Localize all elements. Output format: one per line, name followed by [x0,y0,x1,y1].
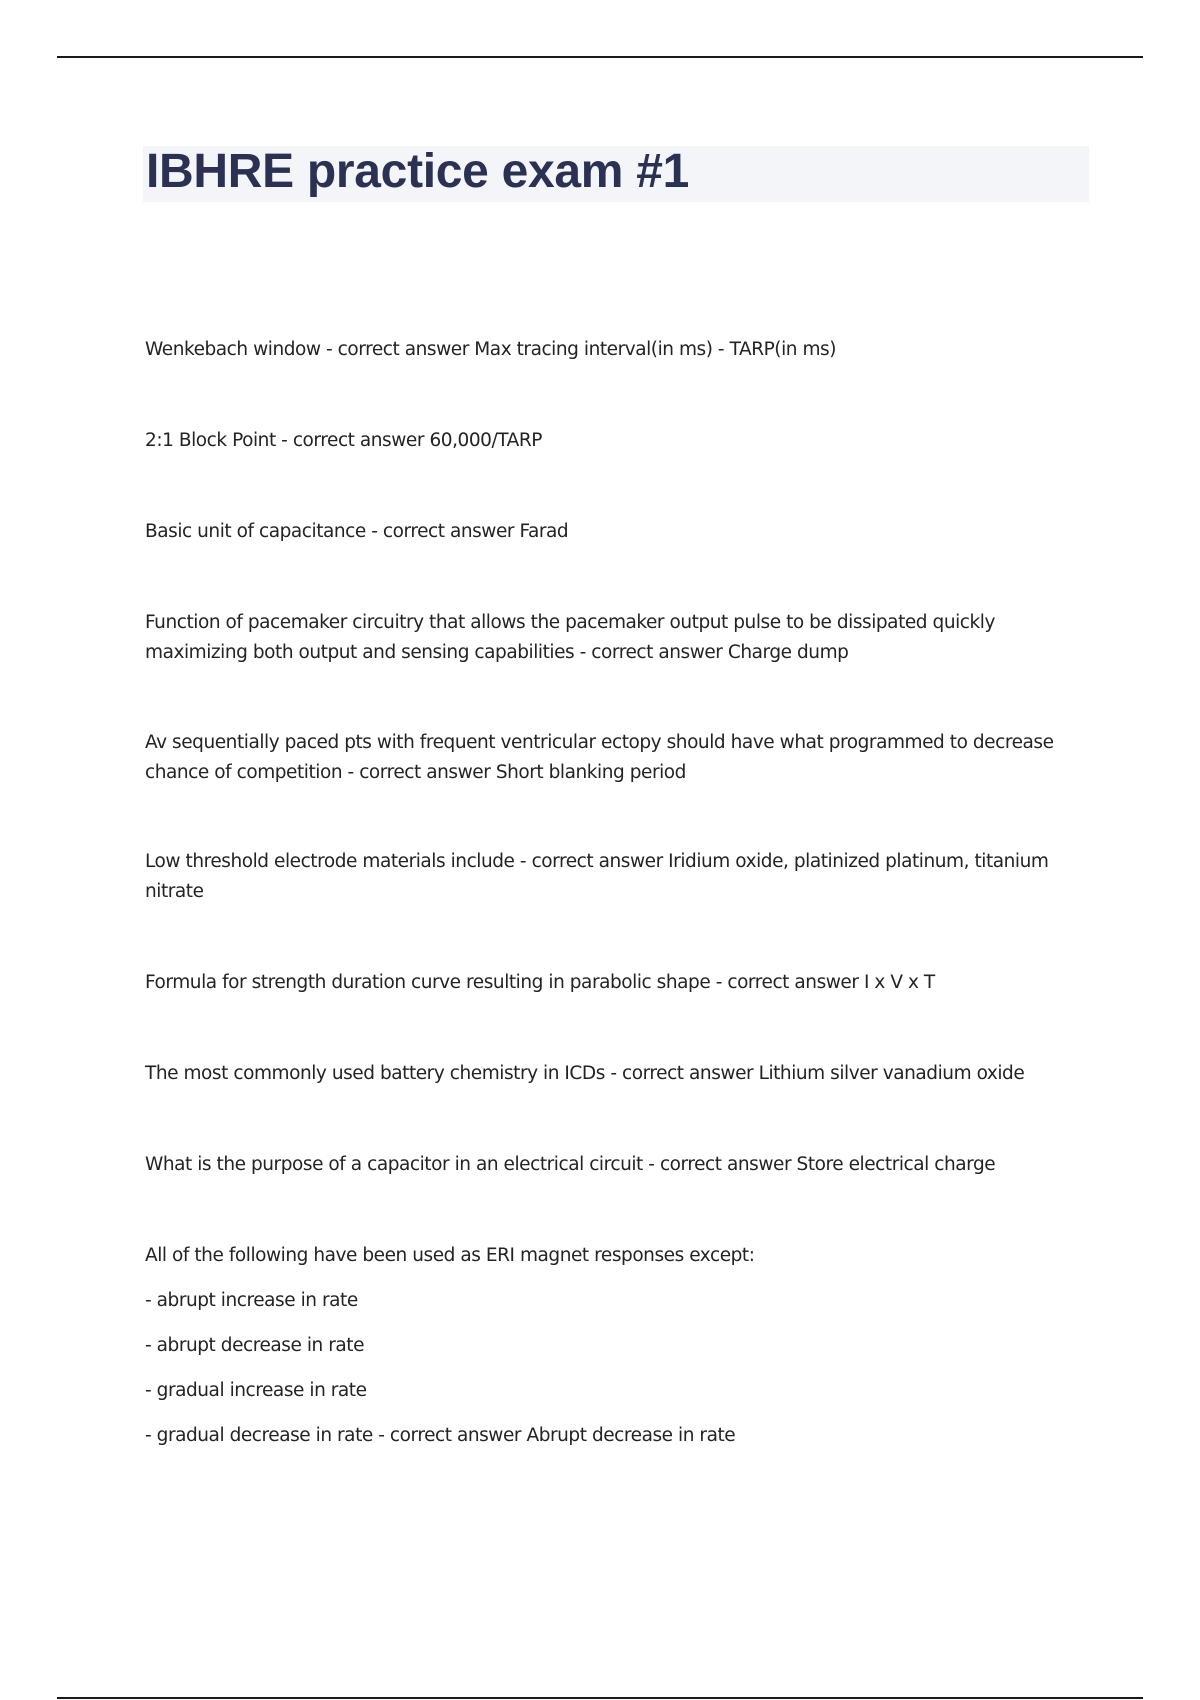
qa-item-electrode-materials: Low threshold electrode materials include - correct answer Iridium oxide, platinized platinum, titanium nitrate [145,851,1049,902]
qa-item-strength-duration: Formula for strength duration curve resulting in parabolic shape - correct answer I x V x T [145,972,935,993]
qa-option: - abrupt increase in rate [145,1290,358,1311]
qa-item-capacitor-purpose: What is the purpose of a capacitor in an electrical circuit - correct answer Store electrical charge [145,1154,996,1175]
qa-item-blanking-period: Av sequentially paced pts with frequent ventricular ectopy should have what programmed to decrease chance of competition - correct answer Short blanking period [145,732,1054,783]
qa-item-eri-magnet [145,1241,1085,1451]
qa-item-wenkebach: Wenkebach window - correct answer Max tracing interval(in ms) - TARP(in ms) [145,339,837,360]
qa-option: - abrupt decrease in rate [145,1335,365,1356]
qa-item-charge-dump: Function of pacemaker circuitry that allows the pacemaker output pulse to be dissipated quickly maximizing both output and sensing capabilities - correct answer Charge dump [145,612,995,663]
qa-item-capacitance: Basic unit of capacitance - correct answer Farad [145,521,569,542]
qa-item-block-point: 2:1 Block Point - correct answer 60,000/TARP [145,430,542,451]
qa-option: - gradual decrease in rate - correct answer Abrupt decrease in rate [145,1425,736,1446]
qa-question: All of the following have been used as ERI magnet responses except: [145,1245,755,1266]
page-title: IBHRE practice exam #1 [146,145,690,198]
top-rule [57,56,1143,58]
bottom-rule [57,1697,1143,1699]
qa-option: - gradual increase in rate [145,1380,367,1401]
qa-item-battery-chemistry: The most commonly used battery chemistry in ICDs - correct answer Lithium silver vanadium oxide [145,1063,1025,1084]
